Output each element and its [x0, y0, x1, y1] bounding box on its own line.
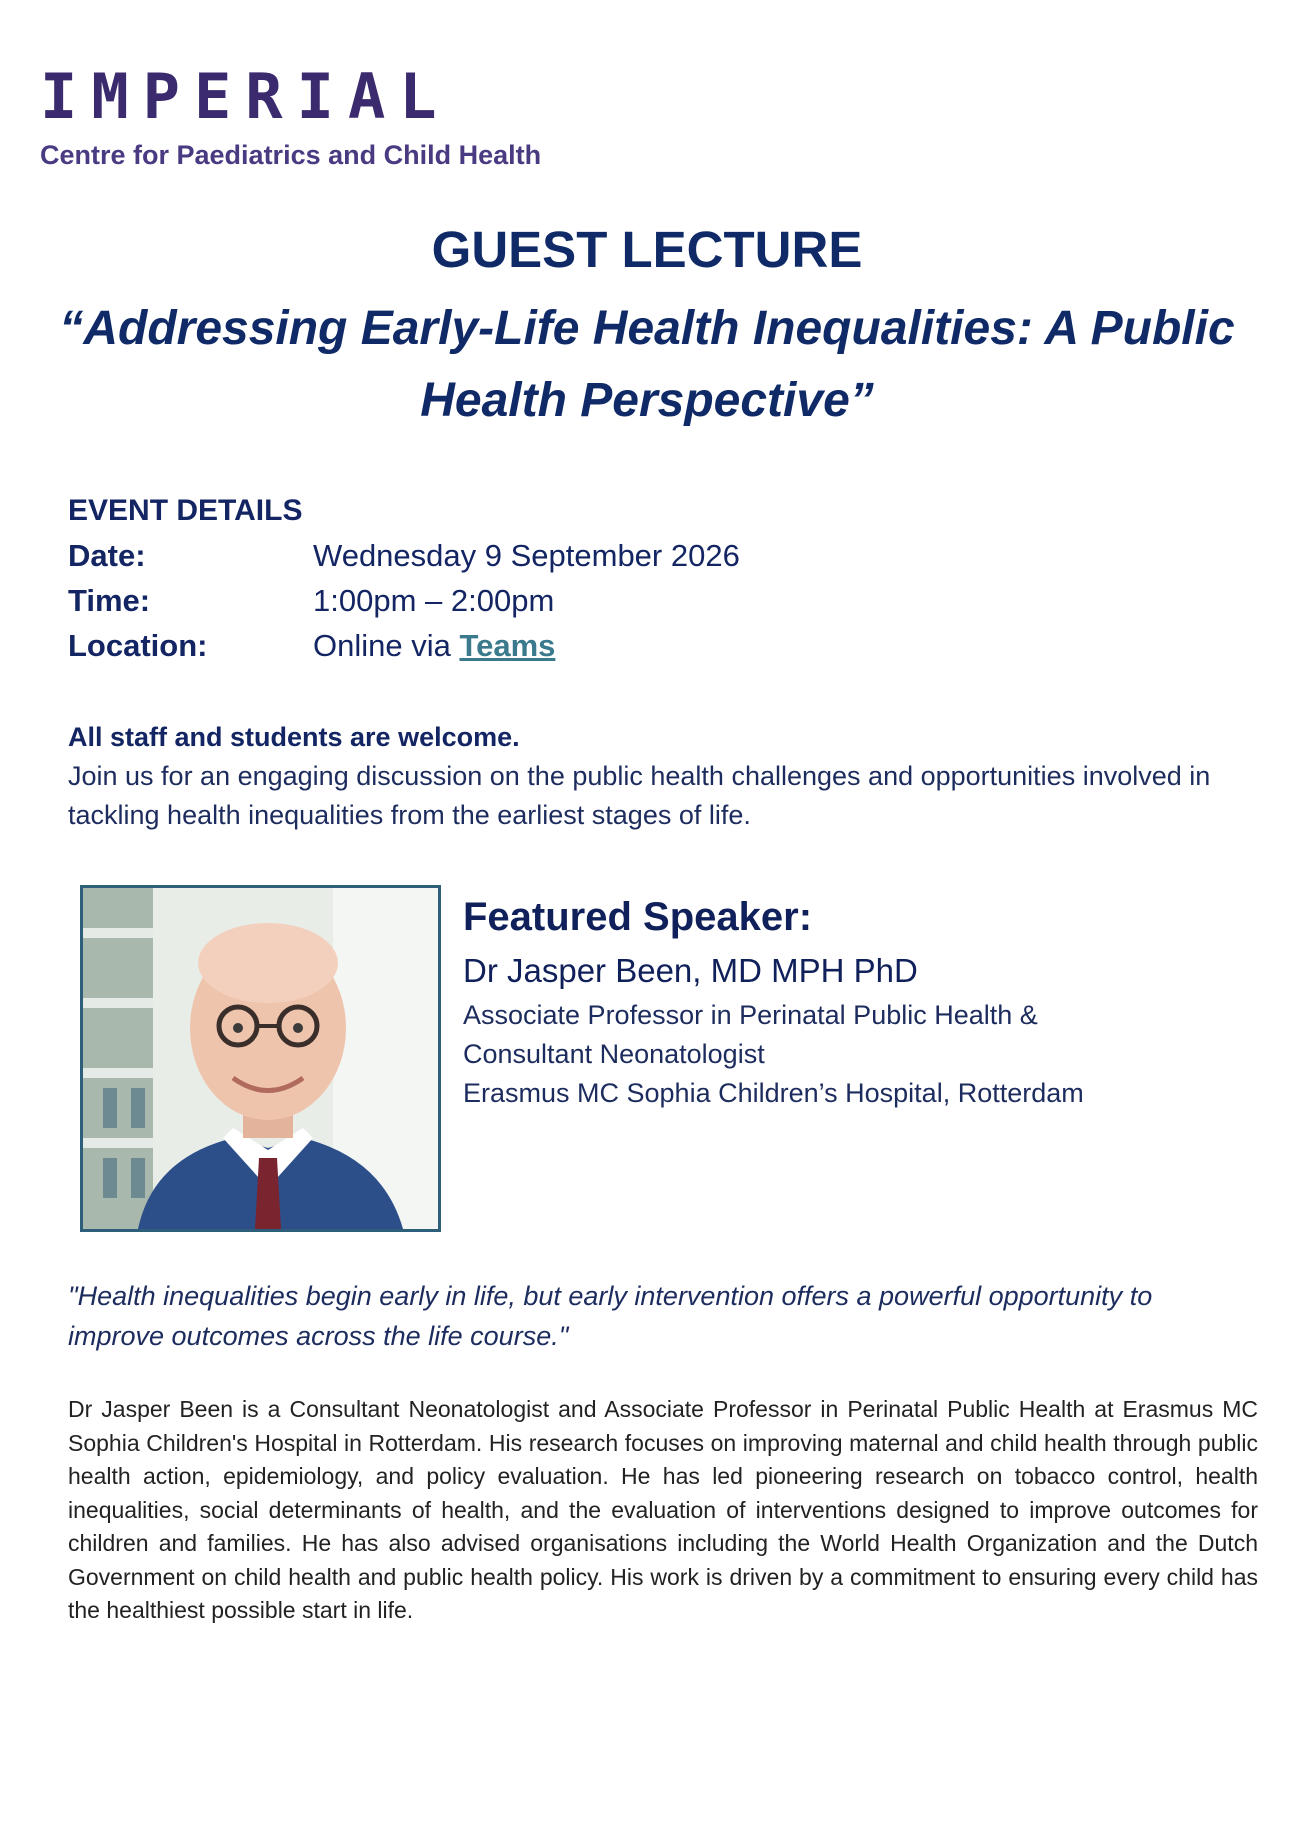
- logo-wordmark: IMPERIAL: [40, 60, 451, 133]
- featured-speaker-title: Featured Speaker:: [463, 895, 813, 939]
- welcome-heading: All staff and students are welcome.: [68, 722, 520, 752]
- location-row: [68, 623, 740, 668]
- featured-speaker: [463, 888, 1084, 1113]
- date-row: [68, 533, 740, 578]
- speaker-quote: "Health inequalities begin early in life, but early intervention offers a powerful opportunity to improve outcomes across the life course.": [68, 1281, 1153, 1351]
- imperial-logo: [40, 60, 542, 171]
- lecture-heading: [0, 220, 1294, 437]
- welcome-text: Join us for an engaging discussion on the public health challenges and opportunities involved in tackling health inequalities from the earliest stages of life.: [68, 761, 1211, 830]
- location-prefix: Online via: [313, 628, 460, 663]
- teams-link[interactable]: Teams: [459, 628, 556, 663]
- time-value: 1:00pm – 2:00pm: [313, 583, 555, 618]
- speaker-photo: [80, 885, 441, 1232]
- speaker-name: Dr Jasper Been, MD MPH PhD: [463, 952, 918, 989]
- event-details-title: EVENT DETAILS: [68, 494, 303, 527]
- lecture-title: “Addressing Early-Life Health Inequalities: A Public Health Perspective”: [59, 302, 1235, 427]
- welcome-section: [68, 718, 1248, 835]
- speaker-bio: Dr Jasper Been is a Consultant Neonatologist and Associate Professor in Perinatal Public Health at Erasmus MC Sophia Children's Hospital in Rotterdam. His research focuses on improving maternal and child health through public health action, epidemiology, and policy evaluation. He has led pioneering research on tobacco control, health inequalities, social determinants of health, and the evaluation of interventions designed to improve outcomes for children and families. He has also advised organisations including the World Health Organization and the Dutch Government on child health and public health policy. His work is driven by a commitment to ensuring every child has the healthiest possible start in life.: [68, 1396, 1258, 1623]
- time-label: Time:: [68, 583, 151, 618]
- location-label: Location:: [68, 628, 208, 663]
- logo-department: Centre for Paediatrics and Child Health: [40, 140, 542, 170]
- time-row: [68, 578, 740, 623]
- guest-lecture-label: GUEST LECTURE: [431, 221, 863, 278]
- location-value: [313, 623, 555, 668]
- date-label: Date:: [68, 538, 146, 573]
- event-details: [68, 488, 740, 668]
- date-value: Wednesday 9 September 2026: [313, 538, 740, 573]
- speaker-portrait-image: [83, 888, 438, 1229]
- speaker-affiliation: Erasmus MC Sophia Children’s Hospital, Rotterdam: [463, 1078, 1084, 1108]
- speaker-role-1: Associate Professor in Perinatal Public Health &: [463, 1000, 1038, 1030]
- speaker-role-2: Consultant Neonatologist: [463, 1039, 765, 1069]
